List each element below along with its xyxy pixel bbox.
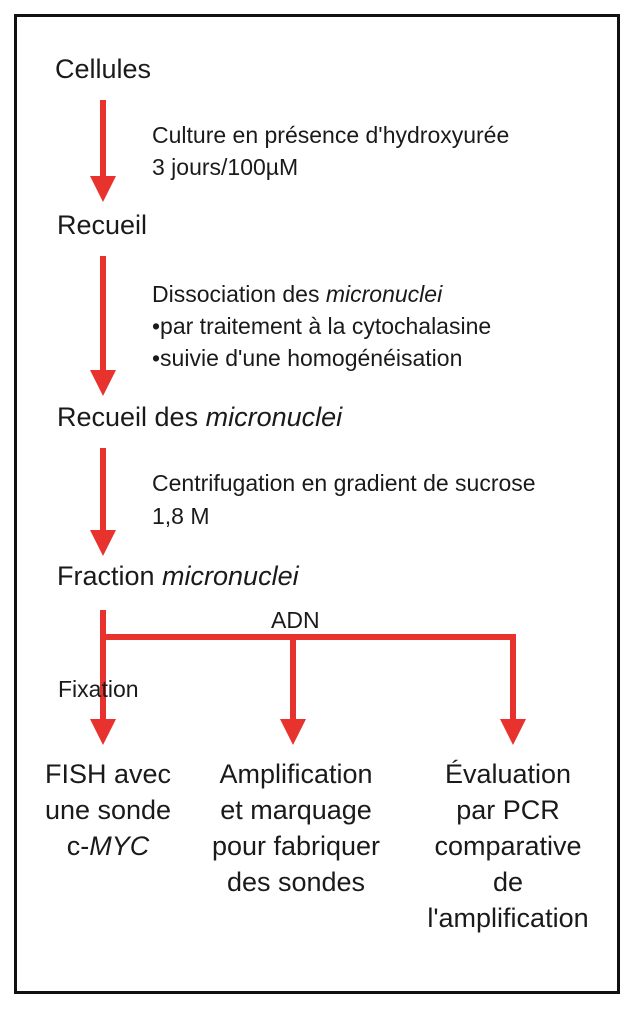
outcome-fish-line: c-MYC [66, 831, 150, 861]
arrow-fixation-fish-head [90, 719, 116, 745]
outcome-amplification-line: et marquage [220, 795, 372, 825]
outcome-fish-line: FISH avec [44, 759, 172, 789]
note-culture-line2: 3 jours/100µM [152, 154, 299, 180]
label-adn: ADN [271, 607, 320, 633]
note-dissociation-line3: •suivie d'une homogénéisation [152, 345, 463, 371]
outcome-evaluation-line: Évaluation [444, 759, 572, 789]
outcome-evaluation-line: par PCR [456, 795, 560, 825]
note-centrifugation-line2: 1,8 M [152, 503, 210, 529]
outcome-amplification-line: des sondes [226, 867, 366, 897]
outcome-amplification-line: Amplification [219, 759, 373, 789]
note-centrifugation-line1: Centrifugation en gradient de sucrose [152, 470, 536, 496]
step-recueil: Recueil [57, 210, 148, 240]
note-centrifugation [152, 467, 536, 533]
outcome-fish-line: une sonde [44, 795, 172, 825]
outcome-amplification [194, 756, 398, 900]
note-dissociation-line1: Dissociation des micronuclei [152, 281, 443, 307]
arrow-micronuclei-fraction-head [90, 530, 116, 556]
step-recueil-micronuclei: Recueil des micronuclei [57, 402, 343, 432]
outcome-amplification-line: pour fabriquer [211, 831, 381, 861]
step-cellules: Cellules [55, 54, 152, 84]
arrow-adn-amplification-head [280, 719, 306, 745]
outcome-evaluation-line: comparative [434, 831, 582, 861]
note-culture [152, 119, 509, 183]
arrow-adn-evaluation-head [500, 719, 526, 745]
outcome-evaluation [408, 756, 608, 936]
outcome-evaluation-line: de [492, 867, 524, 897]
outcome-evaluation-line: l'amplification [427, 903, 589, 933]
arrow-recueil-micronuclei-head [90, 370, 116, 396]
arrow-cellules-recueil-head [90, 176, 116, 202]
note-dissociation [152, 278, 491, 374]
step-fraction-micronuclei: Fraction micronuclei [57, 561, 299, 591]
note-dissociation-line2: •par traitement à la cytochalasine [152, 313, 492, 339]
outcome-fish [22, 756, 194, 864]
label-fixation: Fixation [58, 676, 139, 702]
note-culture-line1: Culture en présence d'hydroxyurée [152, 122, 510, 148]
